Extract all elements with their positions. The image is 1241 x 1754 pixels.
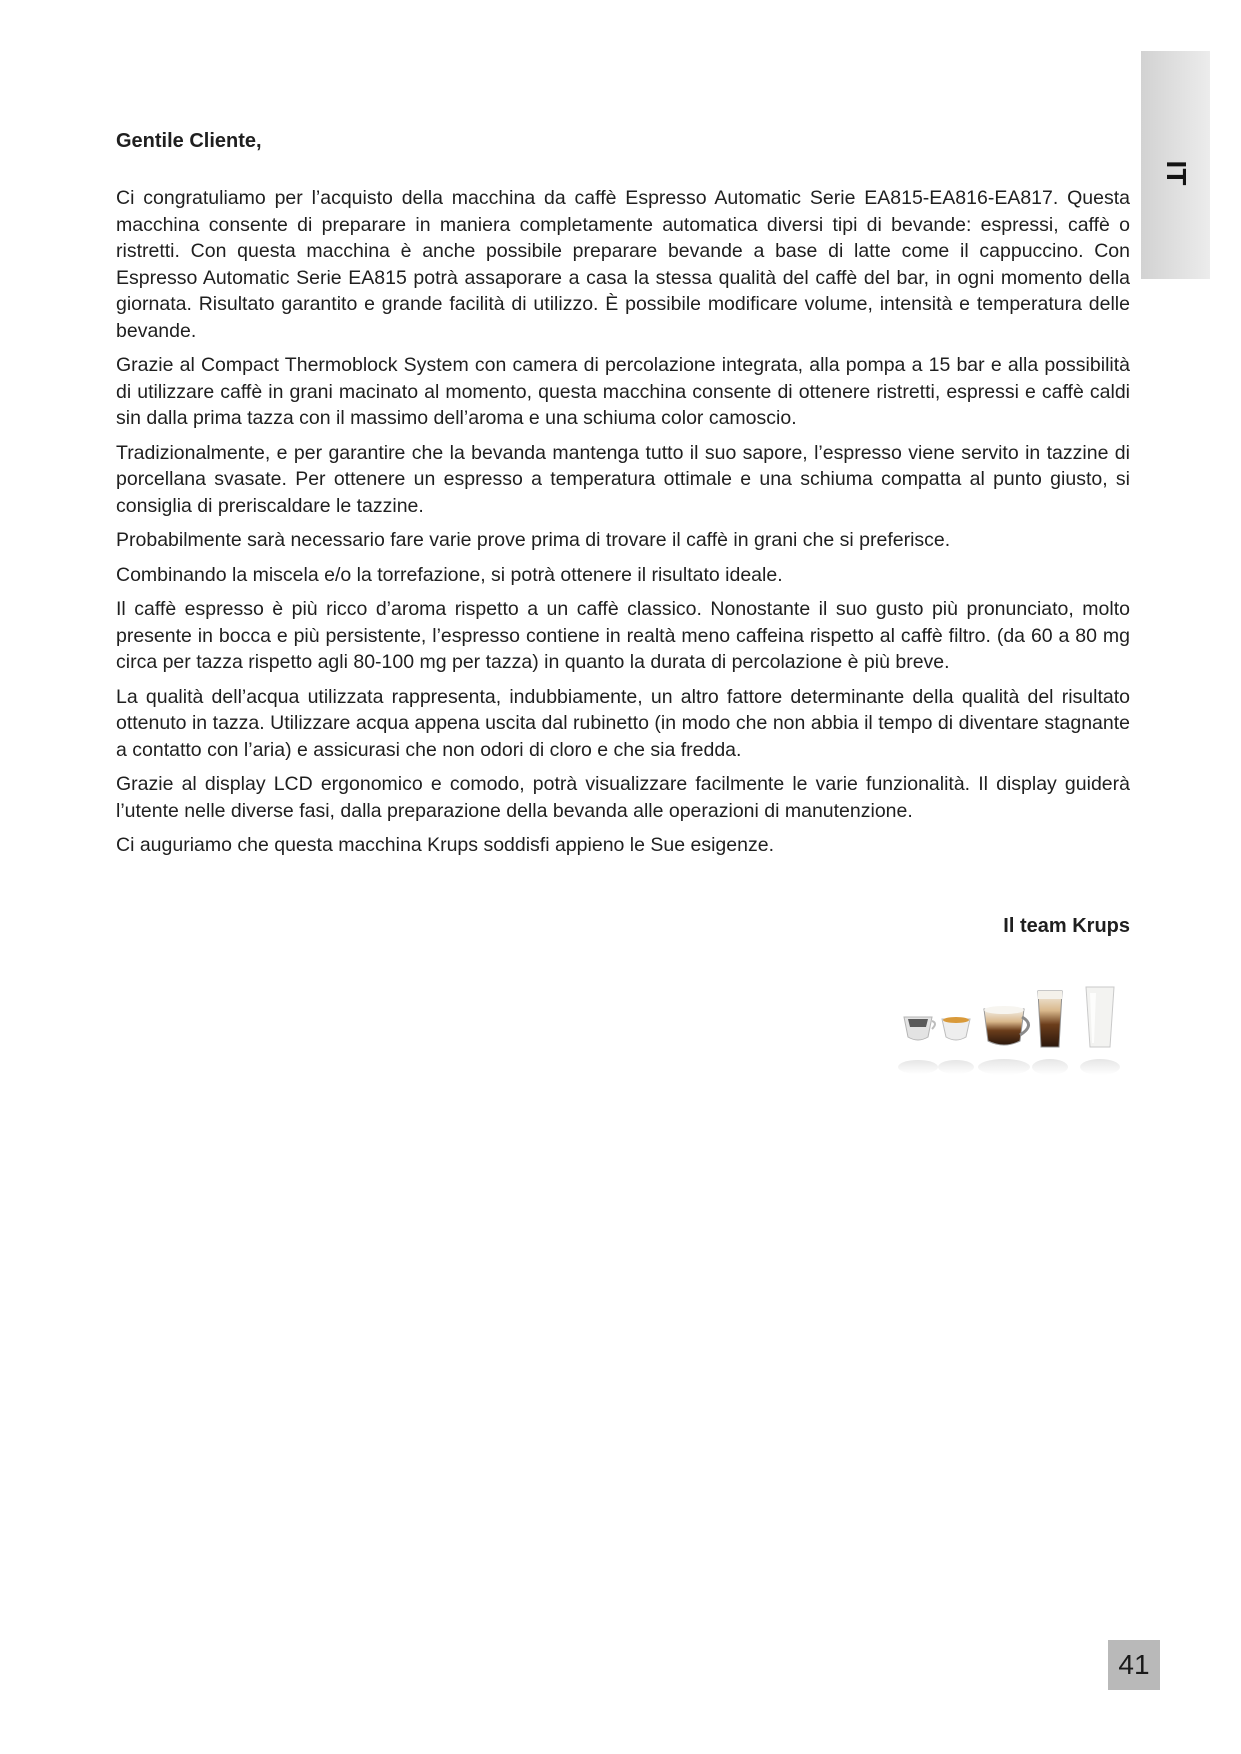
paragraph-trials: Probabilmente sarà necessario fare varie prove prima di trovare il caffè in grani che si preferisce. xyxy=(116,529,951,551)
paragraph-caffeine: Il caffè espresso è più ricco d’aroma rispetto a un caffè classico. Nonostante il suo gusto più pronunciato, molto presente in bocca e più persistente, l’espresso contiene in realtà meno caffeina rispetto al caffè filtro. (da 60 a 80 mg circa per tazza rispetto agli 80-100 mg per tazza) in quanto la durata di percolazione è più breve. xyxy=(116,598,1130,673)
paragraph-blend: Combinando la miscela e/o la torrefazione, si potrà ottenere il risultato ideale. xyxy=(116,563,783,586)
paragraph-display: Grazie al display LCD ergonomico e comodo, potrà visualizzare facilmente le varie funzionalità. Il display guiderà l’utente nelle diverse fasi, dalla preparazione della bevanda alle operazioni di manutenzione. xyxy=(116,773,1130,822)
paragraph-water: La qualità dell’acqua utilizzata rappresenta, indubbiamente, un altro fattore determinante della qualità del risultato ottenuto in tazza. Utilizzare acqua appena uscita dal rubinetto (in modo che non abbia il tempo di diventare stagnante a contatto con l’aria) e assicurasi che non odori di cloro e che sia fredda. xyxy=(116,685,1130,761)
letter-body xyxy=(116,128,1130,959)
paragraph-closing: Ci auguriamo che questa macchina Krups soddisfi appieno le Sue esigenze. xyxy=(116,834,774,856)
milk-glass-icon xyxy=(1086,987,1114,1047)
latte-glass-icon xyxy=(1038,991,1062,1047)
language-tab-label: IT xyxy=(1161,160,1192,186)
coffee-cup-icon xyxy=(942,1017,970,1040)
cup-shadows xyxy=(898,1059,1120,1075)
greeting: Gentile Cliente, xyxy=(116,130,262,152)
paragraph-tradition: Tradizionalmente, e per garantire che la bevanda mantenga tutto il suo sapore, l’espresso viene servito in tazzine di porcellana svasate. Per ottenere un espresso a temperatura ottimale e una schiuma compatta al punto giusto, si consiglia di preriscaldare le tazzine. xyxy=(116,441,1130,517)
signature: Il team Krups xyxy=(1003,914,1130,937)
cappuccino-cup-icon xyxy=(984,1006,1029,1045)
paragraph-intro: Ci congratuliamo per l’acquisto della macchina da caffè Espresso Automatic Serie EA815-EA816-EA817. Questa macchina consente di preparare in maniera completamente automatica diversi tipi di bevande: espressi, caffè o ristretti. Con questa macchina è anche possibile preparare bevande a base di latte come il cappuccino. Con Espresso Automatic Serie EA815 potrà assaporare a casa la stessa qualità del caffè del bar, in ogni momento della giornata. Risultato garantito e grande facilità di utilizzo. È possibile modificare volume, intensità e temperatura delle bevande. xyxy=(116,187,1130,342)
paragraph-thermoblock: Grazie al Compact Thermoblock System con camera di percolazione integrata, alla pompa a 15 bar e alla possibilità di utilizzare caffè in grani macinato al momento, questa macchina consente di ottenere ristretti, espressi e caffè caldi sin dalla prima tazza con il massimo dell’aroma e una schiuma color camoscio. xyxy=(116,354,1130,429)
espresso-cup-icon xyxy=(904,1017,935,1040)
page-number: 41 xyxy=(1108,1640,1160,1690)
coffee-cups-illustration xyxy=(880,985,1140,1095)
